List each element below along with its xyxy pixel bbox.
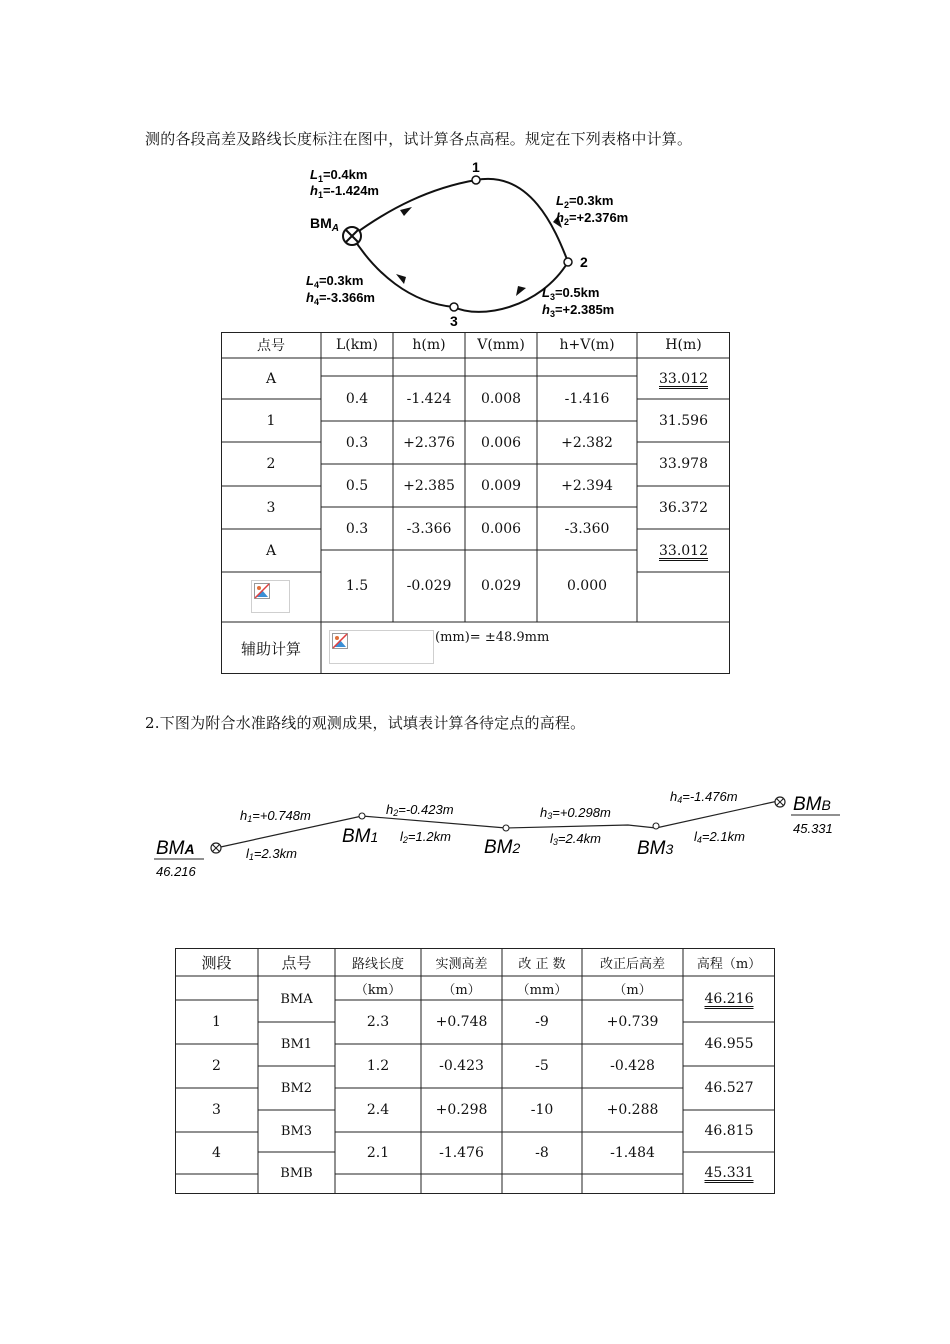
t2-seg-v: -8 (535, 1145, 549, 1161)
t2-header-segment: 测段 (201, 953, 232, 972)
t1-seg-v: 0.006 (480, 520, 522, 537)
t1-seg-hv: +2.394 (561, 477, 613, 494)
t2-height: 45.331 (704, 1165, 754, 1181)
t2-seg-hc: -1.484 (610, 1145, 655, 1161)
t2-header-height: 高程（m） (696, 956, 762, 972)
t1-point: 2 (266, 456, 276, 472)
t1-header-hv: h+V(m) (559, 337, 615, 353)
t1-height: 33.012 (659, 542, 708, 559)
t1-seg-length: 0.4 (345, 390, 369, 407)
t2-seg-hc: +0.288 (606, 1102, 659, 1118)
t2-seg-length: 2.1 (366, 1145, 390, 1161)
bmb-value: 45.331 (793, 821, 833, 836)
t2-point: BMA (280, 991, 313, 1007)
bm2-marker (503, 825, 509, 831)
l2-label: $L_2=0.3km$ (556, 193, 614, 210)
point-3-marker (450, 303, 458, 311)
t2-header-point: 点号 (281, 953, 312, 972)
l3-label: l3=2.4km (550, 831, 601, 847)
broken-image-icon (332, 633, 348, 649)
t1-seg-h: -3.366 (406, 520, 452, 537)
point-1-marker (472, 176, 480, 184)
question2-paragraph: 2.下图为附合水准路线的观测成果，试填表计算各待定点的高程。 (145, 714, 586, 732)
t1-height: 33.012 (659, 370, 708, 387)
t1-seg-hv: -1.416 (564, 390, 610, 407)
t2-height: 46.216 (704, 991, 754, 1007)
t1-seg-length: 0.3 (345, 520, 369, 537)
t1-point: 1 (266, 412, 276, 429)
t1-header-height: H(m) (665, 337, 702, 353)
bm3-marker (653, 823, 659, 829)
line-diagram (150, 780, 850, 890)
arrow-1 (400, 207, 412, 216)
t2-point: BMB (280, 1165, 313, 1181)
t2-unit-measured: （m） (442, 982, 481, 998)
t2-unit-corrected: （m） (613, 982, 652, 998)
h2-label: h2=-0.423m (386, 802, 454, 818)
aux-formula-image (329, 630, 434, 664)
t1-sum-length: 1.5 (345, 578, 369, 594)
t1-height: 31.596 (659, 412, 708, 429)
h1-label: $h_1=-1.424m$ (310, 183, 379, 200)
t1-seg-length: 0.5 (345, 477, 369, 494)
t2-seg-no: 2 (212, 1058, 221, 1074)
t1-point: 3 (266, 499, 276, 516)
h4-label: h4=-1.476m (670, 789, 738, 805)
t2-seg-no: 1 (212, 1014, 221, 1030)
t1-seg-length: 0.3 (345, 434, 369, 451)
t1-seg-h: +2.376 (403, 434, 455, 451)
t2-seg-h: +0.298 (435, 1102, 488, 1118)
sum-symbol-image (251, 580, 290, 613)
intro-paragraph: 测的各段高差及路线长度标注在图中，试计算各点高程。规定在下列表格中计算。 (145, 130, 693, 148)
l4-label: $L_4=0.3km$ (306, 273, 364, 290)
bma-benchmark-icon (211, 843, 221, 853)
t2-unit-length: （km） (354, 982, 402, 998)
t2-height: 46.815 (704, 1123, 754, 1139)
l2-label: l2=1.2km (400, 829, 451, 845)
h3-label: $h_3=+2.385m$ (542, 302, 615, 319)
attached-calc-table (175, 948, 775, 1194)
t1-header-point: 点号 (257, 338, 285, 354)
t2-seg-h: -1.476 (439, 1145, 484, 1161)
point-2-label: 2 (580, 254, 588, 270)
loop-calc-table (221, 332, 730, 674)
h3-label: h3=+0.298m (540, 805, 611, 821)
t2-seg-hc: -0.428 (610, 1058, 655, 1074)
t1-seg-v: 0.009 (480, 477, 522, 494)
bma-benchmark-icon (343, 227, 361, 245)
t1-point: A (265, 542, 277, 559)
t2-seg-length: 2.3 (366, 1014, 390, 1030)
t1-header-v: V(mm) (477, 337, 525, 353)
t2-seg-length: 2.4 (366, 1102, 390, 1118)
bmb-label: BMB (793, 794, 831, 815)
t1-seg-hv: -3.360 (564, 520, 610, 537)
t1-point: A (265, 370, 277, 387)
t2-height: 46.955 (704, 1036, 754, 1052)
t1-seg-h: -1.424 (406, 390, 452, 407)
t2-point: BM1 (280, 1036, 313, 1052)
t1-seg-hv: +2.382 (561, 434, 613, 451)
h4-label: $h_4=-3.366m$ (306, 290, 375, 307)
h2-label: $h_2=+2.376m$ (556, 210, 629, 227)
l4-label: l4=2.1km (694, 829, 745, 845)
bma-value: 46.216 (156, 864, 196, 879)
bma-label: BMA (156, 838, 195, 859)
t1-seg-h: +2.385 (403, 477, 455, 494)
t1-height: 33.978 (659, 456, 708, 472)
t1-aux-label: 辅助计算 (240, 639, 301, 658)
t1-height: 36.372 (659, 499, 708, 516)
t1-sum-v: 0.029 (480, 578, 522, 594)
t1-sum-hv: 0.000 (566, 578, 608, 594)
t1-header-h: h(m) (412, 337, 446, 353)
bmb-benchmark-icon (775, 797, 785, 807)
bma-label: $BM_A$ (310, 215, 340, 234)
t2-header-length: 路线长度 (351, 956, 404, 972)
t2-seg-v: -10 (530, 1102, 554, 1118)
point-2-marker (564, 258, 572, 266)
t2-height: 46.527 (704, 1080, 754, 1096)
t2-seg-h: +0.748 (435, 1014, 488, 1030)
t1-aux-value: (mm)= ±48.9mm (435, 630, 550, 645)
point-1-label: 1 (472, 159, 480, 175)
t1-seg-v: 0.008 (480, 390, 522, 407)
t2-seg-length: 1.2 (366, 1058, 390, 1074)
loop-path (352, 179, 568, 312)
point-3-label: 3 (450, 313, 458, 328)
loop-diagram (300, 158, 660, 328)
t2-unit-correction: （mm） (516, 982, 568, 998)
bm3-label: BM3 (637, 838, 674, 859)
bm1-marker (359, 813, 365, 819)
t2-seg-no: 3 (212, 1102, 221, 1118)
t2-seg-h: -0.423 (439, 1058, 484, 1074)
t2-point: BM3 (280, 1123, 313, 1139)
arrow-4 (396, 274, 406, 284)
t1-sum-h: -0.029 (406, 578, 452, 594)
broken-image-icon (254, 583, 270, 599)
t2-seg-v: -5 (535, 1058, 549, 1074)
t1-seg-v: 0.006 (480, 434, 522, 451)
t2-header-correction: 改 正 数 (518, 956, 566, 972)
t2-seg-no: 4 (212, 1145, 221, 1161)
t2-point: BM2 (280, 1080, 313, 1096)
t1-header-length: L(km) (336, 337, 378, 353)
t2-seg-v: -9 (535, 1014, 549, 1030)
t2-header-corrected: 改正后高差 (599, 956, 665, 972)
h1-label: h1=+0.748m (240, 808, 311, 824)
l1-label: $L_1=0.4km$ (310, 167, 368, 184)
t2-seg-hc: +0.739 (606, 1014, 659, 1030)
t2-header-measured: 实测高差 (435, 956, 488, 972)
bm1-label: BM1 (342, 826, 379, 847)
l3-label: $L_3=0.5km$ (542, 285, 600, 302)
arrow-3 (516, 286, 526, 296)
bm2-label: BM2 (484, 837, 521, 858)
l1-label: l1=2.3km (246, 846, 297, 862)
